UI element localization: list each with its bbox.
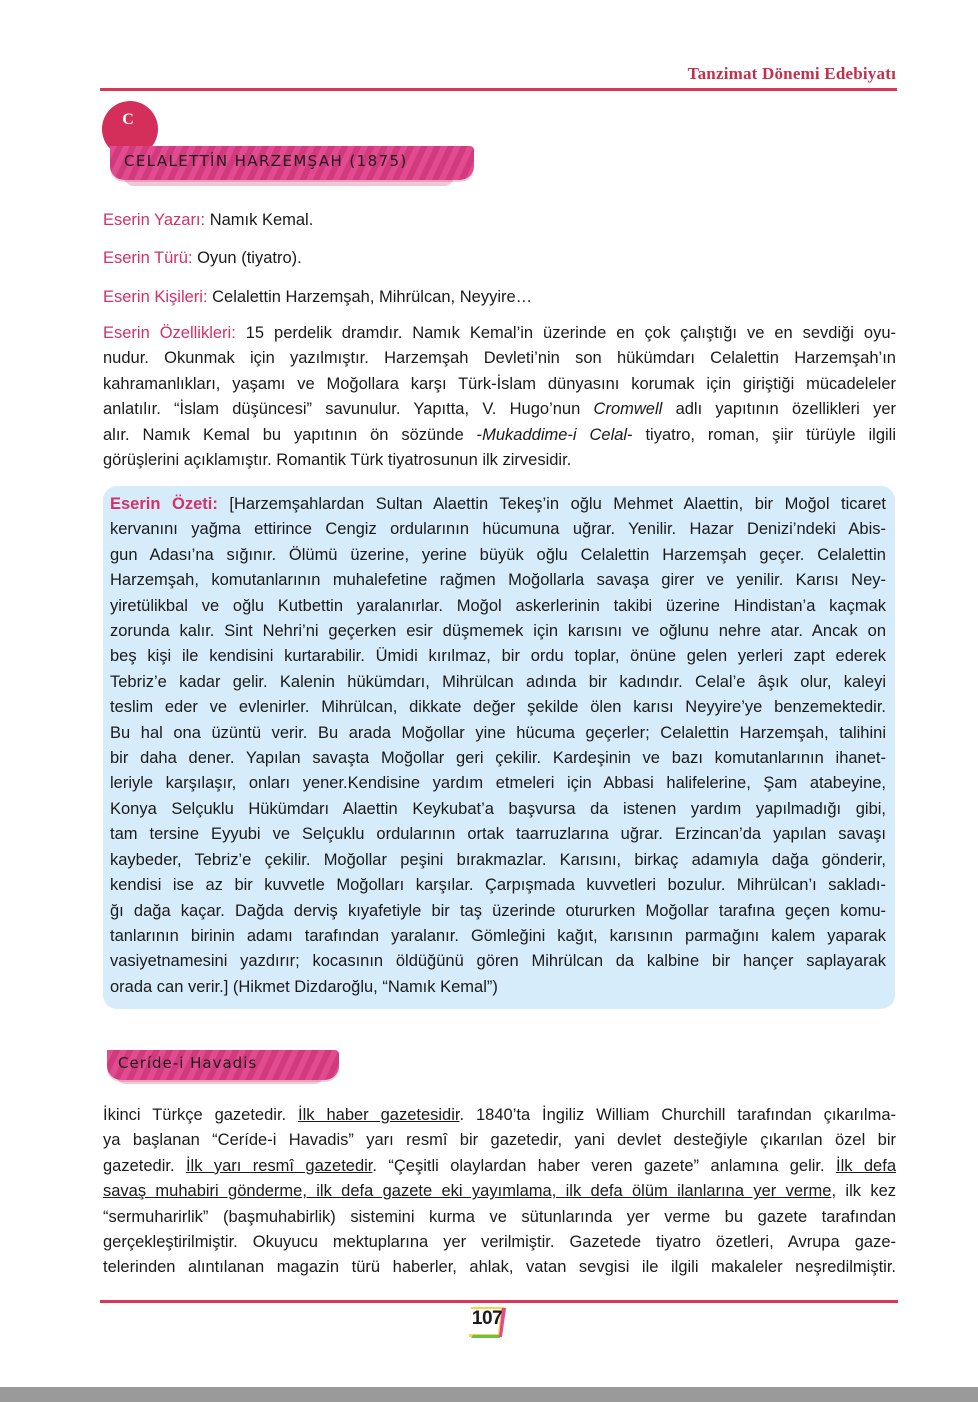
summary-line: Eserin Özeti: [Harzemşahlardan Sultan Alaettin Tekeş’in oğlu Mehmet Alaettin, bir Moğol ticaret — [110, 495, 886, 513]
features-paragraph — [103, 321, 896, 473]
running-header-title: Tanzimat Dönemi Edebiyatı — [687, 64, 896, 83]
summary-line: Harzemşah, komutanlarının muhalefetine rağmen Moğollarla savaşa girer ve yenilir. Karısı Ney- — [110, 571, 886, 590]
summary-line: Tebriz’e kadar gelir. Kalenin hükümdarı, Mihrülcan adında bir kadındır. Celal’e âşık olur, kaleyi — [110, 672, 886, 691]
features-line: görüşlerini açıklamıştır. Romantik Türk tiyatrosunun ilk zirvesidir. — [103, 451, 572, 470]
ceride-line: “sermuharirlik” (başmuhabirlik) sistemini kurma ve sütunlarında yer verme bu gazete tarafından — [103, 1207, 896, 1226]
features-line: anlatılır. “İslam düşüncesi” savunulur. Yapıtta, V. Hugo’nun Cromwell adlı yapıtının özellikleri yer — [103, 400, 896, 419]
summary-line: tanlarının birinin adamı tarafından yaralanır. Gömleğini kağıt, karısının parmağını kalem yaparak — [110, 926, 886, 945]
genre-label: Eserin Türü: — [103, 249, 193, 267]
summary-line: beş kişi ile kendisini kurtarabilir. Ümidi kırılmaz, bir ordu toplar, önüne gelen yerleri zapt ederek — [110, 647, 886, 666]
ceride-line: ya başlanan “Ceríde-i Havadis” yarı resmî bir gazetedir, yani devlet desteğiyle çıkarılan özel bir — [103, 1131, 896, 1150]
features-line: alır. Namık Kemal bu yapıtının ön sözünde -Mukaddime-i Celal- tiyatro, roman, şiir türüyle ilgili — [103, 425, 896, 444]
footer-rule — [100, 1300, 898, 1303]
author-label: Eserin Yazarı: — [103, 211, 206, 229]
summary-line: kervanını yağma ettirince Cengiz ordularının hücumuna uğrar. Yenilir. Hazar Denizi’ndeki Abis- — [110, 520, 886, 539]
summary-line: teslim eder ve evlenirler. Mihrülcan, dikkate değer şekilde ölen karısı Neyyire’ye benzemektedir. — [110, 698, 886, 717]
section-letter: C — [122, 111, 134, 128]
summary-line: gun Adası’na sığınır. Ölümü üzerine, yerine büyük oğlu Celalettin Harzemşah geçer. Celalettin — [110, 545, 886, 564]
ceride-line: gerçekleştirilmiştir. Okuyucu mektuplarına yer verilmiştir. Gazetede tiyatro özetleri, Avrupa gaze- — [103, 1233, 896, 1252]
summary-line: bir daha dener. Yapılan savaşta Moğollar geri çekilir. Kardeşinin ve bazı komutanlarının ihanet- — [110, 749, 886, 768]
header-rule — [100, 88, 897, 91]
genre-value: Oyun (tiyatro). — [197, 249, 302, 267]
page-number: 107 — [471, 1308, 503, 1329]
summary-line: Konya Selçuklu Hükümdarı Alaettin Keykubat’a başvursa da istenen yardım yapılmadığı gibi, — [110, 799, 886, 818]
features-label: Eserin Özellikleri: — [103, 324, 236, 342]
ceride-line: gazetedir. İlk yarı resmî gazetedir. “Çeşitli olaylardan haber veren gazete” anlamına gelir. İlk defa — [103, 1156, 896, 1175]
section-title: CELALETTİN HARZEMŞAH (1875) — [124, 152, 408, 170]
summary-line: zorunda kalır. Sint Nehri’ni geçerken esir düşmemek için karısını ve oğlunu nehre atar. Ancak on — [110, 622, 886, 641]
ceride-paragraph — [103, 1103, 896, 1281]
genre-field — [103, 245, 302, 271]
author-field — [103, 207, 313, 233]
summary-line: ğı dağa kaçar. Dağda derviş kıyafetiyle bir taş üzerinde otururken Moğollar tarafına geçen komu- — [110, 901, 886, 920]
summary-paragraph — [110, 492, 886, 1000]
ceride-line: İkinci Türkçe gazetedir. İlk haber gazetesidir. 1840’ta İngiliz William Churchill tarafından çıkarılma- — [103, 1106, 896, 1124]
characters-field — [103, 284, 532, 310]
summary-line: kaybeder, Tebriz’e çekilir. Moğollar peşini bırakmazlar. Karısını, birkaç adamıyla dağa gönderir, — [110, 850, 886, 869]
ceride-line: savaş muhabiri gönderme, ilk defa gazete eki yayımlama, ilk defa ölüm ilanlarına yer verme, ilk kez — [103, 1182, 896, 1201]
summary-line: vasiyetnamesini yazdırır; kocasının öldüğünü gören Mihrülcan da kalbine bir hançer saplayarak — [110, 952, 886, 971]
features-line: Eserin Özellikleri: 15 perdelik dramdır. Namık Kemal’in üzerinde en çok çalıştığı ve en sevdiği oyu- — [103, 324, 896, 342]
summary-line: yiretülikbal ve oğlu Kutbettin yaralanırlar. Moğol askerlerinin takibi üzerine Hindistan’a kaçmak — [110, 596, 886, 615]
summary-line: tam tersine Eyyubi ve Selçuklu ordularının ortak taarruzlarına uğrar. Erzincan’da yapılan savaşı — [110, 825, 886, 844]
summary-line: orada can verir.] (Hikmet Dizdaroğlu, “Namık Kemal”) — [110, 977, 498, 996]
summary-line: Bu hal ona üzüntü verir. Bu arada Moğollar yine hücuma geçerler; Celalettin Harzemşah, talihini — [110, 723, 886, 742]
features-line: kahramanlıkları, yaşamı ve Moğollara karşı Türk-İslam dünyasını korumak için giriştiği mücadeleler — [103, 374, 896, 393]
summary-label: Eserin Özeti: — [110, 495, 218, 513]
mukaddime-title: Mukaddime-i Celal — [482, 425, 628, 444]
features-line: nudur. Okunmak için yazılmıştır. Harzemşah Devleti’nin son hükümdarı Celalettin Harzemşah’ın — [103, 349, 896, 368]
characters-value: Celalettin Harzemşah, Mihrülcan, Neyyire… — [212, 288, 533, 306]
ceride-line: telerinden alıntılanan magazin türü haberler, ahlak, vatan sevgisi ile ilgili makaleler neşredilmiştir. — [103, 1258, 896, 1277]
summary-line: kendisi ise az bir kuvvetle Moğolları karşılar. Çarpışmada kuvvetleri bozulur. Mihrülcan’ı sakladı- — [110, 876, 886, 895]
author-value: Namık Kemal. — [209, 211, 314, 229]
summary-line: leriyle karşılaşır, onları yener.Kendisine yardım etmeleri için Abbasi halifelerine, Şam atabeyine, — [110, 774, 886, 793]
cromwell-title: Cromwell — [593, 400, 663, 419]
characters-label: Eserin Kişileri: — [103, 288, 208, 306]
bottom-bar — [0, 1387, 978, 1402]
section2-title: Ceríde-i Havadis — [118, 1054, 258, 1072]
